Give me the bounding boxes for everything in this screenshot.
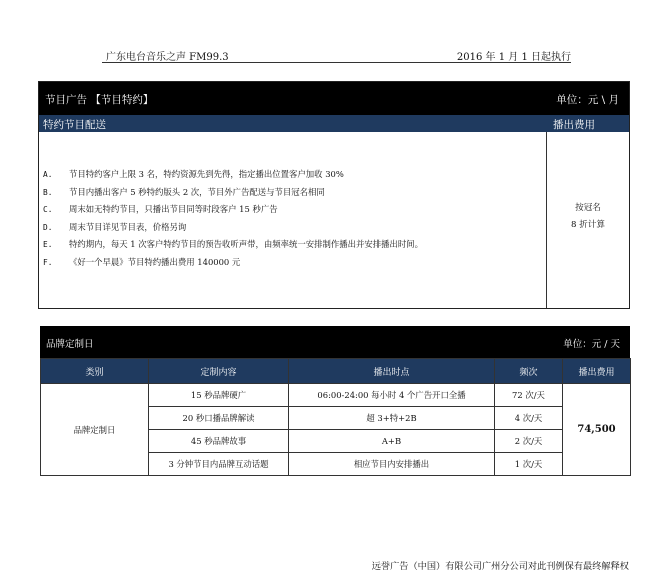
header-station: 广东电台音乐之声 FM99.3 <box>106 52 229 63</box>
content-cell: 20 秒口播品牌解读 <box>149 407 289 430</box>
time-cell: 相应节目内安排播出 <box>289 453 495 476</box>
col-fee: 播出费用 <box>563 359 631 384</box>
content-cell: 3 分钟节目内品牌互动话题 <box>149 453 289 476</box>
fee-line-1: 按冠名 <box>575 203 601 213</box>
page-header <box>102 46 571 63</box>
sponsorship-title-bar <box>39 82 629 115</box>
col-content: 定制内容 <box>149 359 289 384</box>
table-header-row <box>41 359 631 384</box>
list-item: C. 周末如无特约节目，只播出节目同等时段客户 15 秒广告 <box>43 204 278 215</box>
time-cell: 06:00-24:00 每小时 4 个广告开口全播 <box>289 384 495 407</box>
time-cell: 超 3+特+2B <box>289 407 495 430</box>
content-cell: 15 秒品牌硬广 <box>149 384 289 407</box>
list-item: B. 节目内播出客户 5 秒特约版头 2 次，节目外广告配送与节目冠名相同 <box>43 186 325 197</box>
col-frequency: 频次 <box>495 359 563 384</box>
brand-day-unit: 单位：元 / 天 <box>563 339 620 350</box>
brand-day-table <box>40 358 631 476</box>
fee-line-2: 8 折计算 <box>571 220 605 230</box>
time-cell: A+B <box>289 430 495 453</box>
freq-cell: 4 次/天 <box>495 407 563 430</box>
footer-disclaimer: 远誉广告（中国）有限公司广州分公司对此刊例保有最终解释权 <box>371 561 629 572</box>
list-item: F. 《好一个早晨》节目特约播出费用 140000 元 <box>43 256 241 267</box>
freq-cell: 2 次/天 <box>495 430 563 453</box>
freq-cell: 1 次/天 <box>495 453 563 476</box>
col-fee: 播出费用 <box>553 119 595 131</box>
freq-cell: 72 次/天 <box>495 384 563 407</box>
header-effective-date: 2016 年 1 月 1 日起执行 <box>456 52 571 63</box>
sponsorship-terms-list <box>43 166 423 272</box>
sponsorship-column-header <box>39 115 629 132</box>
category-cell: 品牌定制日 <box>41 384 149 476</box>
col-sponsored-programs: 特约节目配送 <box>43 119 106 131</box>
fee-cell: 74,500 <box>563 384 631 476</box>
fee-cell <box>547 200 629 234</box>
list-item: D. 周末节目详见节目表，价格另询 <box>43 221 187 232</box>
list-item: E. 特约期内，每天 1 次客户特约节目的预告收听声带，由频率统一安排制作播出并安排播出时间。 <box>43 239 424 250</box>
col-air-time: 播出时点 <box>289 359 495 384</box>
brand-day-title-bar <box>40 326 630 358</box>
sponsorship-unit: 单位：元 \ 月 <box>556 94 619 106</box>
brand-day-title: 品牌定制日 <box>46 339 94 350</box>
list-item: A. 节目特约客户上限 3 名，特约资源先到先得，指定播出位置客户加收 30% <box>43 169 344 179</box>
table-row <box>41 384 631 407</box>
content-cell: 45 秒品牌故事 <box>149 430 289 453</box>
sponsorship-title: 节目广告 【节目特约】 <box>45 94 154 106</box>
col-category: 类别 <box>41 359 149 384</box>
